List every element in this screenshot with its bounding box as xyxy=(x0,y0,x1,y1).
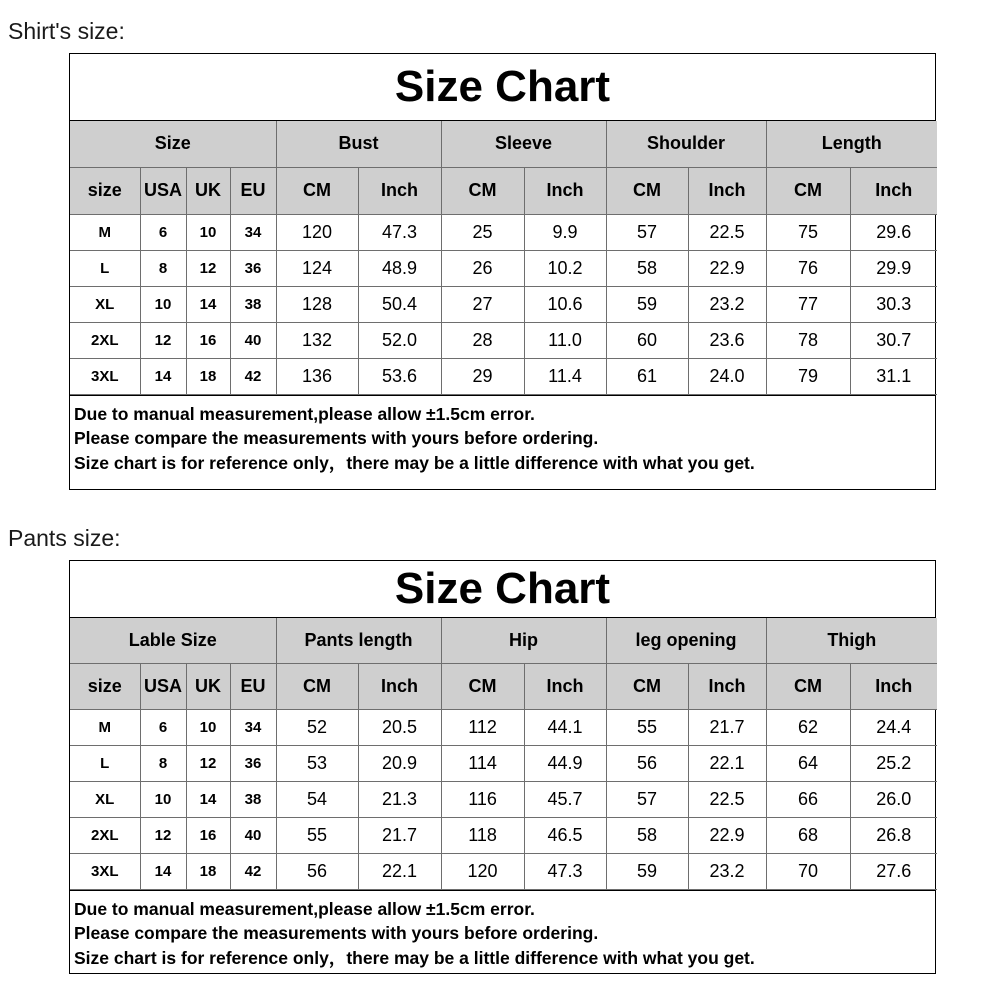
shirt-table-cell: 57 xyxy=(606,214,688,250)
pants-table-cell: 26.8 xyxy=(850,817,937,853)
shirt-table-cell: 61 xyxy=(606,358,688,394)
pants-section-label: Pants size: xyxy=(8,525,121,551)
shirt-table-cell: 47.3 xyxy=(358,214,441,250)
pants-table-cell: 54 xyxy=(276,781,358,817)
shirt-table-cell: 3XL xyxy=(70,358,140,394)
shirt-table-cell: 22.5 xyxy=(688,214,766,250)
shirt-table-cell: 29.9 xyxy=(850,250,937,286)
shirt-table-cell: 50.4 xyxy=(358,286,441,322)
pants-table-cell: 25.2 xyxy=(850,745,937,781)
shirt-table-cell: 14 xyxy=(186,286,230,322)
shirt-sub-header: CM xyxy=(441,167,524,214)
pants-sub-header-row xyxy=(70,663,937,709)
pants-sub-header: CM xyxy=(441,663,524,709)
pants-table-cell: 53 xyxy=(276,745,358,781)
pants-table-cell: 64 xyxy=(766,745,850,781)
shirt-table-cell: 12 xyxy=(140,322,186,358)
pants-table-cell: 62 xyxy=(766,709,850,745)
pants-table-cell: 22.9 xyxy=(688,817,766,853)
shirt-table-cell: 10.2 xyxy=(524,250,606,286)
pants-group-header-row xyxy=(70,618,937,663)
pants-table-cell: 46.5 xyxy=(524,817,606,853)
shirt-table-cell: 53.6 xyxy=(358,358,441,394)
shirt-sub-header: Inch xyxy=(688,167,766,214)
pants-table-cell: 68 xyxy=(766,817,850,853)
shirt-table-cell: 128 xyxy=(276,286,358,322)
pants-table-row xyxy=(70,709,937,745)
shirt-sub-header-row xyxy=(70,167,937,214)
pants-table-cell: 120 xyxy=(441,853,524,889)
shirt-table-cell: 27 xyxy=(441,286,524,322)
shirt-group-header: Size xyxy=(70,121,276,167)
shirt-sub-header: USA xyxy=(140,167,186,214)
shirt-table-cell: 31.1 xyxy=(850,358,937,394)
pants-table-cell: 18 xyxy=(186,853,230,889)
shirt-table-cell: 38 xyxy=(230,286,276,322)
pants-table-cell: 23.2 xyxy=(688,853,766,889)
pants-table-cell: 10 xyxy=(140,781,186,817)
shirt-group-header: Length xyxy=(766,121,937,167)
shirt-table-cell: M xyxy=(70,214,140,250)
shirt-table-cell: 30.3 xyxy=(850,286,937,322)
pants-size-chart xyxy=(69,560,936,974)
pants-table-cell: 70 xyxy=(766,853,850,889)
pants-sub-header: UK xyxy=(186,663,230,709)
shirt-table-cell: 52.0 xyxy=(358,322,441,358)
shirt-table-cell: 23.2 xyxy=(688,286,766,322)
pants-sub-header: CM xyxy=(766,663,850,709)
pants-table-cell: 44.9 xyxy=(524,745,606,781)
shirt-sub-header: Inch xyxy=(524,167,606,214)
shirt-table-cell: L xyxy=(70,250,140,286)
shirt-table-cell: 58 xyxy=(606,250,688,286)
pants-table-cell: XL xyxy=(70,781,140,817)
pants-table-cell: 56 xyxy=(606,745,688,781)
pants-table-cell: 59 xyxy=(606,853,688,889)
pants-group-header: Thigh xyxy=(766,618,937,663)
pants-table-cell: 2XL xyxy=(70,817,140,853)
pants-table-row xyxy=(70,781,937,817)
shirt-sub-header: Inch xyxy=(850,167,937,214)
pants-chart-title: Size Chart xyxy=(70,561,935,618)
shirt-sub-header: CM xyxy=(606,167,688,214)
pants-table-cell: 16 xyxy=(186,817,230,853)
pants-table-cell: 27.6 xyxy=(850,853,937,889)
pants-sub-header: EU xyxy=(230,663,276,709)
pants-table-cell: 34 xyxy=(230,709,276,745)
shirt-table-cell: 76 xyxy=(766,250,850,286)
pants-sub-header: CM xyxy=(606,663,688,709)
shirt-table-cell: 12 xyxy=(186,250,230,286)
shirt-table-cell: 10 xyxy=(186,214,230,250)
pants-table-cell: 58 xyxy=(606,817,688,853)
pants-table-cell: L xyxy=(70,745,140,781)
shirt-table-cell: 9.9 xyxy=(524,214,606,250)
pants-table-cell: 118 xyxy=(441,817,524,853)
shirt-table-cell: 132 xyxy=(276,322,358,358)
pants-note-line: Due to manual measurement,please allow ±1.5cm error. xyxy=(74,898,535,919)
shirt-size-chart xyxy=(69,53,936,490)
pants-table-cell: 57 xyxy=(606,781,688,817)
shirt-sub-header: CM xyxy=(276,167,358,214)
pants-table-cell: 21.7 xyxy=(358,817,441,853)
pants-table-row xyxy=(70,853,937,889)
pants-table-cell: 52 xyxy=(276,709,358,745)
pants-table-cell: 26.0 xyxy=(850,781,937,817)
shirt-table-cell: 24.0 xyxy=(688,358,766,394)
shirt-notes xyxy=(70,395,935,480)
pants-table-cell: 47.3 xyxy=(524,853,606,889)
shirt-table-cell: 136 xyxy=(276,358,358,394)
pants-table-cell: 14 xyxy=(186,781,230,817)
pants-sub-header: CM xyxy=(276,663,358,709)
pants-table-cell: 6 xyxy=(140,709,186,745)
pants-sub-header: USA xyxy=(140,663,186,709)
shirt-chart-title: Size Chart xyxy=(70,54,935,121)
shirt-table-cell: 25 xyxy=(441,214,524,250)
shirt-table-cell: 18 xyxy=(186,358,230,394)
pants-group-header: leg opening xyxy=(606,618,766,663)
shirt-table-cell: 124 xyxy=(276,250,358,286)
pants-table-cell: 22.1 xyxy=(358,853,441,889)
shirt-table-cell: 11.0 xyxy=(524,322,606,358)
shirt-table-cell: 23.6 xyxy=(688,322,766,358)
shirt-size-table xyxy=(70,121,937,395)
shirt-table-cell: 11.4 xyxy=(524,358,606,394)
shirt-table-cell: 10 xyxy=(140,286,186,322)
shirt-note-line: Please compare the measurements with yours before ordering. xyxy=(74,428,599,448)
shirt-table-cell: 120 xyxy=(276,214,358,250)
shirt-table-cell: 30.7 xyxy=(850,322,937,358)
pants-table-row xyxy=(70,817,937,853)
shirt-note-line: Due to manual measurement,please allow ±1.5cm error. xyxy=(74,403,535,424)
pants-table-cell: 42 xyxy=(230,853,276,889)
shirt-table-row xyxy=(70,214,937,250)
pants-note-line: Size chart is for reference only，there may be a little difference with what you get. xyxy=(74,947,755,968)
shirt-table-cell: 10.6 xyxy=(524,286,606,322)
shirt-table-row xyxy=(70,286,937,322)
pants-table-cell: 38 xyxy=(230,781,276,817)
pants-table-cell: 12 xyxy=(186,745,230,781)
shirt-table-cell: 75 xyxy=(766,214,850,250)
pants-table-cell: 56 xyxy=(276,853,358,889)
shirt-table-cell: 16 xyxy=(186,322,230,358)
pants-table-cell: 44.1 xyxy=(524,709,606,745)
shirt-table-cell: 28 xyxy=(441,322,524,358)
pants-group-header: Lable Size xyxy=(70,618,276,663)
pants-table-cell: 114 xyxy=(441,745,524,781)
pants-table-cell: 20.5 xyxy=(358,709,441,745)
pants-table-cell: 45.7 xyxy=(524,781,606,817)
pants-table-cell: 55 xyxy=(606,709,688,745)
pants-table-cell: 20.9 xyxy=(358,745,441,781)
pants-size-table xyxy=(70,618,937,890)
pants-sub-header: Inch xyxy=(688,663,766,709)
shirt-table-cell: 79 xyxy=(766,358,850,394)
shirt-table-row xyxy=(70,322,937,358)
shirt-table-cell: 40 xyxy=(230,322,276,358)
shirt-table-cell: 34 xyxy=(230,214,276,250)
pants-table-cell: 21.7 xyxy=(688,709,766,745)
pants-notes xyxy=(70,890,935,975)
shirt-sub-header: Inch xyxy=(358,167,441,214)
shirt-section-label: Shirt's size: xyxy=(8,18,125,44)
shirt-table-cell: 14 xyxy=(140,358,186,394)
shirt-table-cell: 48.9 xyxy=(358,250,441,286)
shirt-note-line: Size chart is for reference only，there may be a little difference with what you get. xyxy=(74,452,755,473)
pants-sub-header: Inch xyxy=(358,663,441,709)
shirt-group-header-row xyxy=(70,121,937,167)
pants-table-cell: 24.4 xyxy=(850,709,937,745)
pants-note-line: Please compare the measurements with yours before ordering. xyxy=(74,923,599,943)
shirt-table-cell: 60 xyxy=(606,322,688,358)
pants-table-cell: 8 xyxy=(140,745,186,781)
shirt-table-cell: 42 xyxy=(230,358,276,394)
shirt-group-header: Sleeve xyxy=(441,121,606,167)
shirt-table-cell: 77 xyxy=(766,286,850,322)
pants-table-cell: 22.5 xyxy=(688,781,766,817)
shirt-table-cell: 22.9 xyxy=(688,250,766,286)
shirt-table-cell: XL xyxy=(70,286,140,322)
shirt-table-cell: 29.6 xyxy=(850,214,937,250)
shirt-table-cell: 29 xyxy=(441,358,524,394)
shirt-table-cell: 2XL xyxy=(70,322,140,358)
shirt-table-row xyxy=(70,358,937,394)
shirt-sub-header: CM xyxy=(766,167,850,214)
pants-group-header: Pants length xyxy=(276,618,441,663)
pants-table-cell: 14 xyxy=(140,853,186,889)
pants-table-cell: 22.1 xyxy=(688,745,766,781)
shirt-table-cell: 8 xyxy=(140,250,186,286)
pants-sub-header: Inch xyxy=(850,663,937,709)
shirt-sub-header: size xyxy=(70,167,140,214)
shirt-table-cell: 78 xyxy=(766,322,850,358)
pants-table-cell: 12 xyxy=(140,817,186,853)
pants-group-header: Hip xyxy=(441,618,606,663)
pants-table-cell: 55 xyxy=(276,817,358,853)
shirt-table-cell: 59 xyxy=(606,286,688,322)
shirt-table-cell: 26 xyxy=(441,250,524,286)
shirt-sub-header: UK xyxy=(186,167,230,214)
pants-table-cell: 10 xyxy=(186,709,230,745)
pants-table-cell: 116 xyxy=(441,781,524,817)
pants-table-cell: 112 xyxy=(441,709,524,745)
shirt-sub-header: EU xyxy=(230,167,276,214)
pants-table-cell: 40 xyxy=(230,817,276,853)
shirt-table-cell: 6 xyxy=(140,214,186,250)
shirt-table-cell: 36 xyxy=(230,250,276,286)
pants-table-row xyxy=(70,745,937,781)
shirt-group-header: Shoulder xyxy=(606,121,766,167)
shirt-group-header: Bust xyxy=(276,121,441,167)
shirt-table-row xyxy=(70,250,937,286)
pants-table-cell: 36 xyxy=(230,745,276,781)
pants-sub-header: Inch xyxy=(524,663,606,709)
pants-table-cell: 21.3 xyxy=(358,781,441,817)
pants-table-cell: M xyxy=(70,709,140,745)
pants-table-cell: 3XL xyxy=(70,853,140,889)
pants-table-cell: 66 xyxy=(766,781,850,817)
pants-sub-header: size xyxy=(70,663,140,709)
